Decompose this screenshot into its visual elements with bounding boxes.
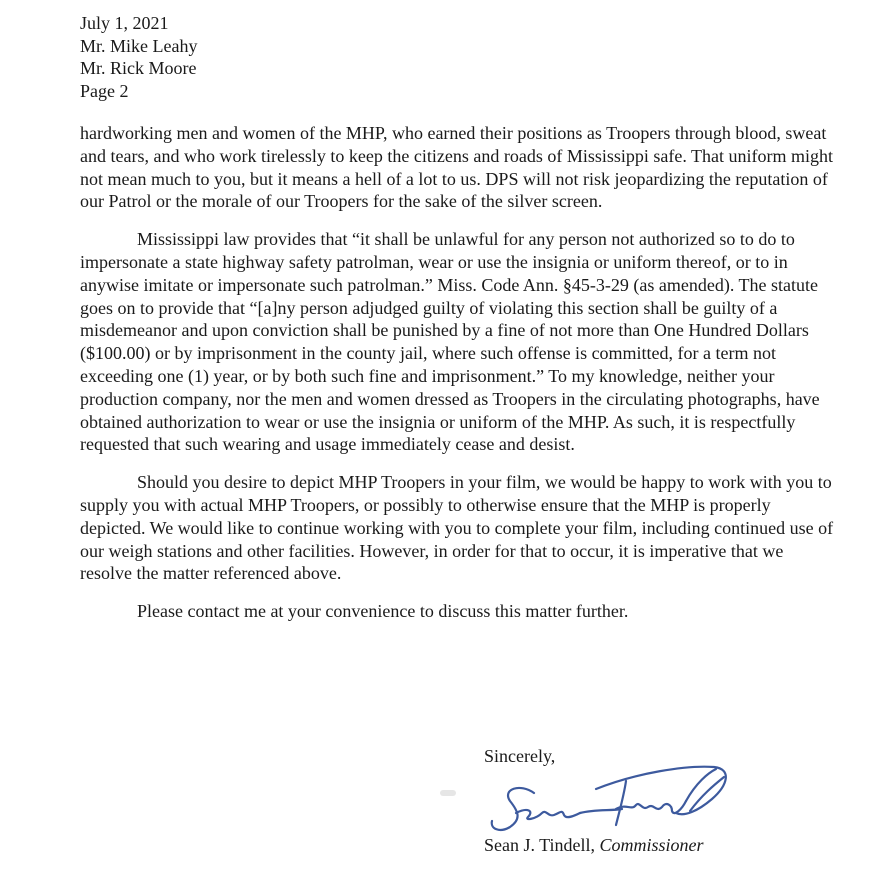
recipient-name-2: Mr. Rick Moore	[80, 58, 197, 78]
paragraph-continuation: hardworking men and women of the MHP, who earned their positions as Troopers through blood, sweat and tears, and who work tirelessly to keep the citizens and roads of Mississippi safe. That uniform might not mean much to you, but it means a hell of a lot to us. DPS will not risk jeopardizing the reputation of our Patrol or the morale of our Troopers for the sake of the silver screen.	[80, 123, 834, 212]
letter-body	[80, 122, 834, 638]
paragraph-contact: Please contact me at your convenience to discuss this matter further.	[137, 601, 629, 622]
recipient-name-1: Mr. Mike Leahy	[80, 35, 198, 56]
letter-date: July 1, 2021	[80, 13, 169, 33]
closing-salutation: Sincerely,	[484, 746, 556, 766]
scan-smudge	[440, 790, 456, 796]
signer-title: Commissioner	[599, 835, 704, 855]
letter-header	[80, 12, 197, 102]
page-number: Page 2	[80, 80, 129, 101]
paragraph-offer: Should you desire to depict MHP Troopers in your film, we would be happy to work with you to supply you with actual MHP Troopers, or possibly to otherwise ensure that the MHP is properly depicted. We would like to continue working with you to complete your film, including continued use of our weigh stations and other facilities. However, in order for that to occur, it is imperative that we resolve the matter referenced above.	[80, 472, 834, 584]
handwritten-signature	[476, 755, 746, 845]
signer-block	[484, 834, 704, 856]
paragraph-mississippi-law: Mississippi law provides that “it shall be unlawful for any person not authorized so to do to impersonate a state highway safety patrolman, wear or use the insignia or uniform thereof, or to in anywise imitate or impersonate such patrolman.” Miss. Code Ann. §45-3-29 (as amended). The statute goes on to provide that “[a]ny person adjudged guilty of violating this section shall be guilty of a misdemeanor and upon conviction shall be punished by a fine of not more than One Hundred Dollars ($100.00) or by imprisonment in the county jail, where such offense is committed, for a term not exceeding one (1) year, or by both such fine and imprisonment.” To my knowledge, neither your production company, nor the men and women dressed as Troopers in the circulating photographs, have obtained authorization to wear or use the insignia or uniform of the MHP. As such, it is respectfully requested that such wearing and usage immediately cease and desist.	[80, 229, 820, 455]
signer-name: Sean J. Tindell,	[484, 835, 596, 855]
